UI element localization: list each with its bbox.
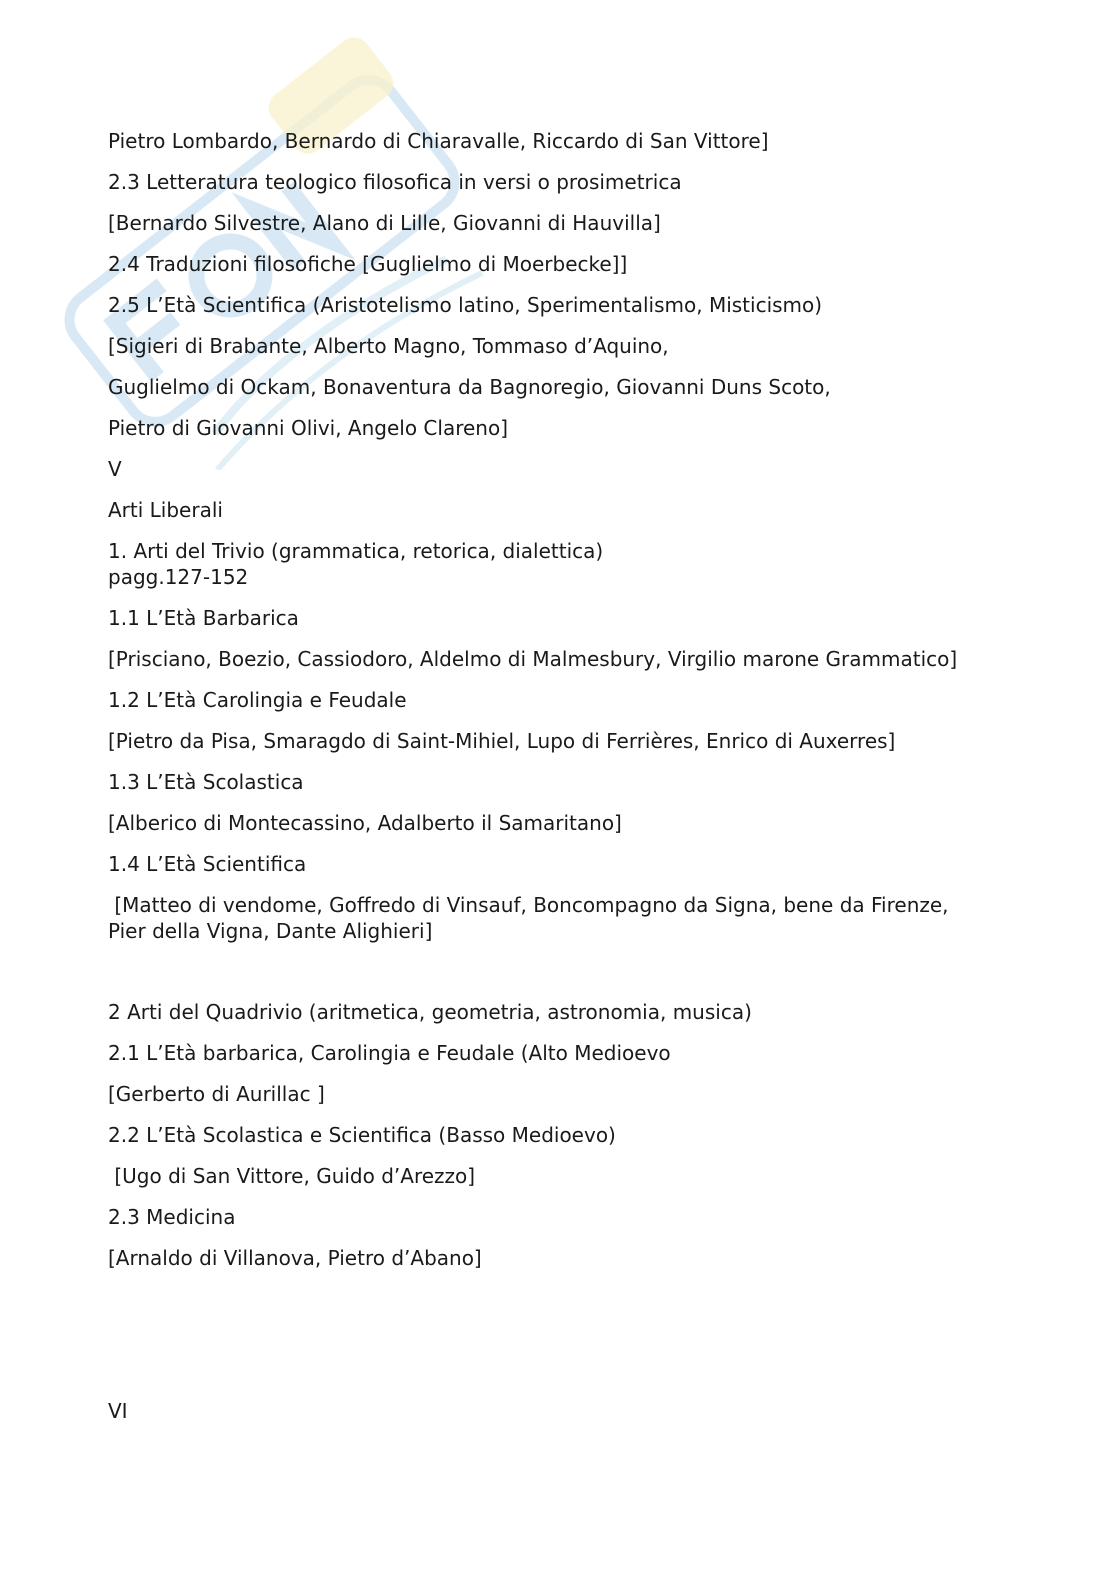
trivio-authors-line1: [Matteo di vendome, Goffredo di Vinsauf, Boncompagno da Signa, bene da Firenze, xyxy=(108,893,949,917)
spacer xyxy=(108,959,1028,999)
text-line: 2.2 L’Età Scolastica e Scientifica (Basso Medioevo) xyxy=(108,1123,616,1147)
text-line: 1.2 L’Età Carolingia e Feudale xyxy=(108,688,407,712)
text-line: 2.3 Medicina xyxy=(108,1205,236,1229)
trivio-authors-line2: Pier della Vigna, Dante Alighieri] xyxy=(108,919,433,943)
text-line: [Gerberto di Aurillac ] xyxy=(108,1082,325,1106)
text-line: [Alberico di Montecassino, Adalberto il Samaritano] xyxy=(108,811,622,835)
text-line: [Ugo di San Vittore, Guido d’Arezzo] xyxy=(108,1164,476,1188)
text-line: [Arnaldo di Villanova, Pietro d’Abano] xyxy=(108,1246,482,1270)
trivio-heading-title: 1. Arti del Trivio (grammatica, retorica, dialettica) xyxy=(108,539,604,563)
document-body xyxy=(108,128,1028,1286)
trivio-authors xyxy=(108,892,1028,944)
text-line: 2.3 Letteratura teologico filosofica in versi o prosimetrica xyxy=(108,170,682,194)
text-line: 1.3 L’Età Scolastica xyxy=(108,770,304,794)
text-line: Pietro Lombardo, Bernardo di Chiaravalle, Riccardo di San Vittore] xyxy=(108,129,769,153)
trivio-heading-pages: pagg.127-152 xyxy=(108,565,249,589)
text-line: Pietro di Giovanni Olivi, Angelo Clareno] xyxy=(108,416,509,440)
text-line: [Sigieri di Brabante, Alberto Magno, Tommaso d’Aquino, xyxy=(108,334,669,358)
text-line: 1.4 L’Età Scientifica xyxy=(108,852,307,876)
text-line: 2.5 L’Età Scientifica (Aristotelismo latino, Sperimentalismo, Misticismo) xyxy=(108,293,823,317)
text-line: Guglielmo di Ockam, Bonaventura da Bagnoregio, Giovanni Duns Scoto, xyxy=(108,375,831,399)
text-line: [Pietro da Pisa, Smaragdo di Saint-Mihiel, Lupo di Ferrières, Enrico di Auxerres] xyxy=(108,729,896,753)
text-line: 2.4 Traduzioni filosofiche [Guglielmo di Moerbecke]] xyxy=(108,252,628,276)
section-number: V xyxy=(108,457,122,481)
section-title: Arti Liberali xyxy=(108,498,223,522)
text-line: [Bernardo Silvestre, Alano di Lille, Giovanni di Hauvilla] xyxy=(108,211,661,235)
trivio-heading xyxy=(108,538,1028,590)
text-line: 2 Arti del Quadrivio (aritmetica, geometria, astronomia, musica) xyxy=(108,1000,752,1024)
page-number: VI xyxy=(108,1399,128,1423)
text-line: [Prisciano, Boezio, Cassiodoro, Aldelmo di Malmesbury, Virgilio marone Grammatico] xyxy=(108,647,958,671)
text-line: 1.1 L’Età Barbarica xyxy=(108,606,299,630)
text-line: 2.1 L’Età barbarica, Carolingia e Feudale (Alto Medioevo xyxy=(108,1041,671,1065)
